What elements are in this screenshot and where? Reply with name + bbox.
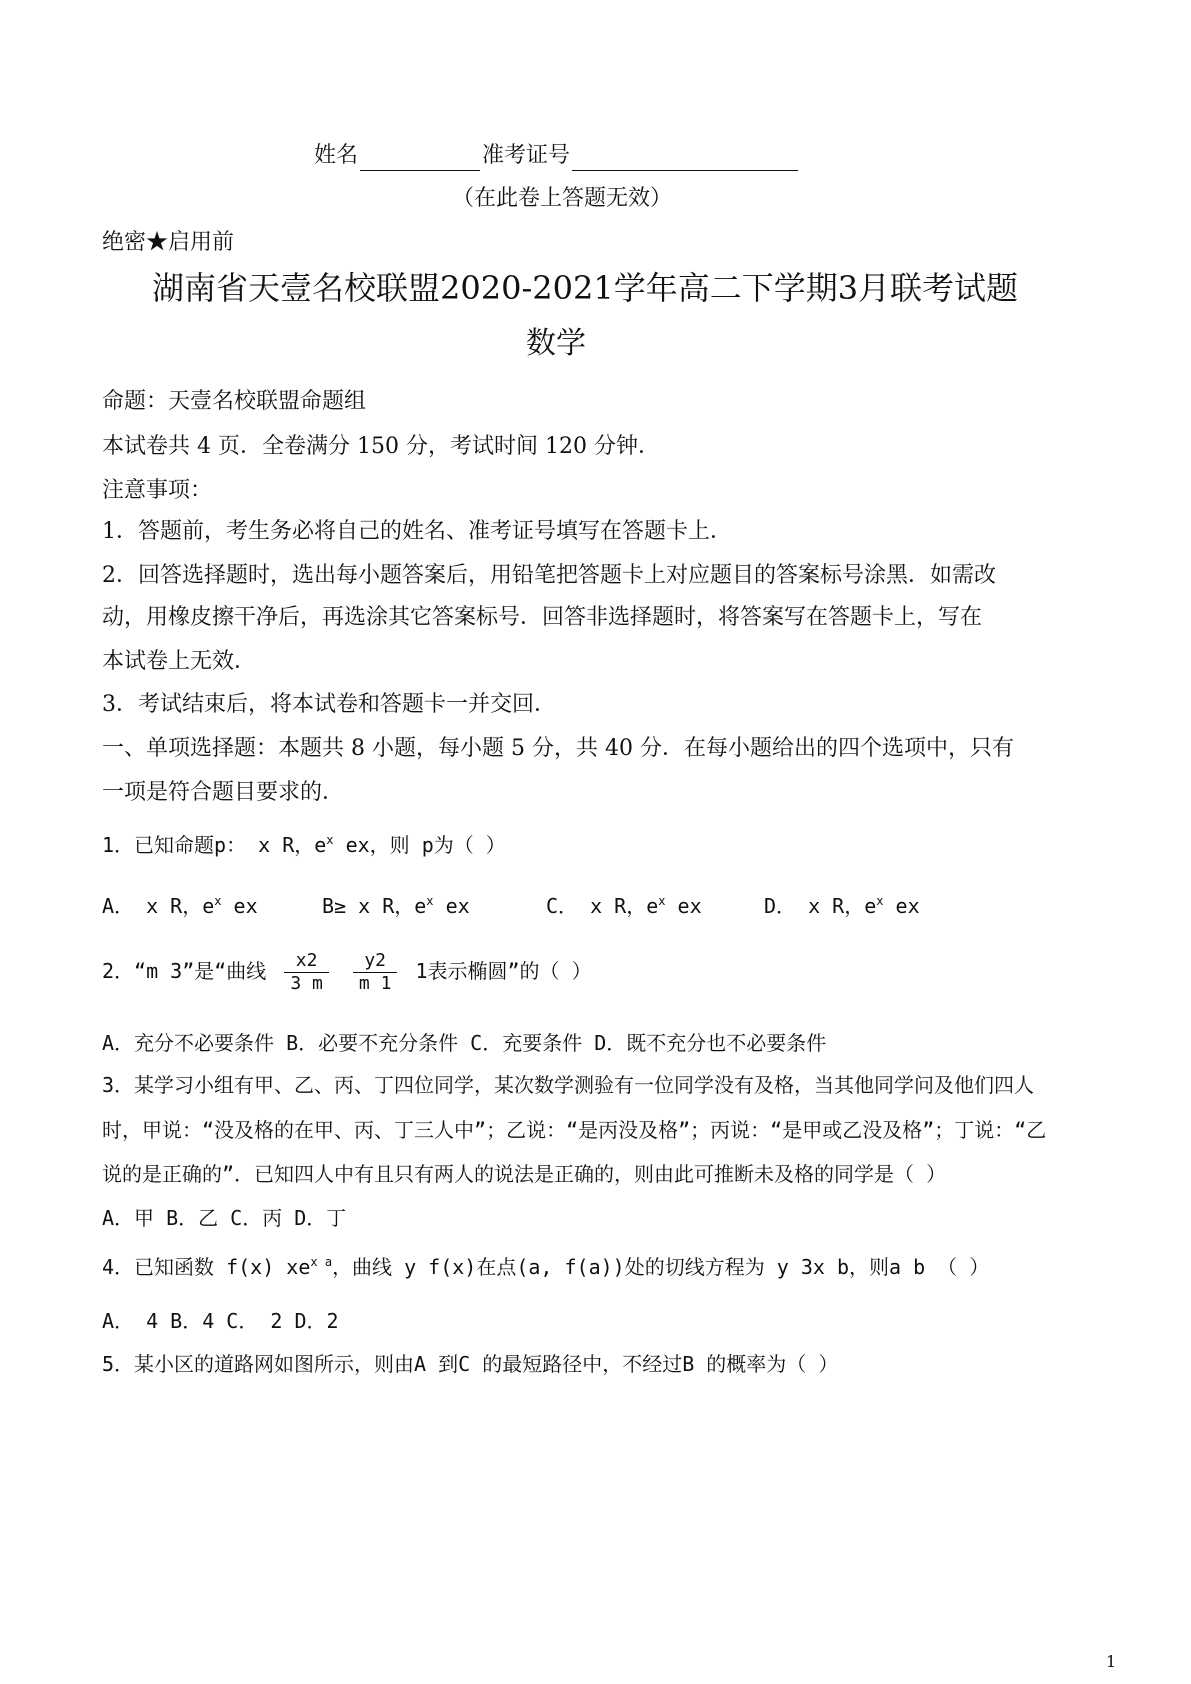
section1-line-1: 一、单项选择题：本题共 8 小题，每小题 5 分，共 40 分．在每小题给出的四个选项中，只有 [102, 736, 1014, 761]
question-3-line-3: 说的是正确的”．已知四人中有且只有两人的说法是正确的，则由此可推断未及格的同学是（ ） [102, 1162, 947, 1186]
question-1-option-b: B≥ x R，$e^x$ ex [322, 894, 470, 918]
question-1-option-a: A． x R，$e^x$ ex [102, 894, 258, 918]
question-1-stem: 1．已知命题p： x R，$e^x$ ex，则 p为（ ） [102, 833, 506, 857]
exam-info-line: 本试卷共 4 页．全卷满分 150 分，考试时间 120 分钟． [102, 434, 660, 459]
question-3-options: A．甲 B．乙 C．丙 D．丁 [102, 1206, 347, 1230]
invalid-note: （在此卷上答题无效） [452, 186, 673, 211]
question-4-stem: 4．已知函数 f(x) $xe^{x a}$，曲线 y f(x)在点(a, f(a))处的切线方程为 y 3x b，则a b （ ） [102, 1255, 990, 1279]
question-4-options: A． 4 B．4 C． 2 D．2 [102, 1309, 339, 1333]
question-1-option-c: C． x R，$e^x$ ex [546, 894, 702, 918]
secret-mark: 绝密★启用前 [102, 230, 235, 255]
note-2-line-3: 本试卷上无效． [102, 649, 257, 674]
note-3: 3．考试结束后，将本试卷和答题卡一并交回． [102, 692, 556, 717]
page-number: 1 [1106, 1652, 1117, 1671]
subject-title: 数学 [526, 326, 586, 361]
question-1-option-d: D． x R，$e^x$ ex [764, 894, 920, 918]
question-3-line-2: 时，甲说：“没及格的在甲、丙、丁三人中”；乙说：“是丙没及格”；丙说：“是甲或乙没及格”；丁说：“乙 [102, 1118, 1047, 1142]
candidate-info-line [314, 141, 800, 171]
author-line: 命题：天壹名校联盟命题组 [102, 389, 367, 414]
name-label: 姓名 [314, 143, 359, 168]
note-2-line-2: 动，用橡皮擦干净后，再选涂其它答案标号．回答非选择题时，将答案写在答题卡上，写在 [102, 605, 983, 630]
section1-line-2: 一项是符合题目要求的． [102, 780, 345, 805]
exam-id-blank [572, 148, 798, 171]
question-5-stem: 5．某小区的道路网如图所示，则由A 到C 的最短路径中，不经过B 的概率为（ ） [102, 1352, 839, 1376]
name-blank [360, 148, 480, 171]
question-2-options: A．充分不必要条件 B．必要不充分条件 C．充要条件 D．既不充分也不必要条件 [102, 1031, 827, 1055]
question-2-stem: 2．“m 3”是“曲线 $\frac{x2}{3 m}$ $\frac{y2}{m 1}$ 1表示椭圆”的（ ） [102, 950, 592, 994]
exam-id-label: 准考证号 [482, 143, 571, 168]
note-1: 1．答题前，考生务必将自己的姓名、准考证号填写在答题卡上． [102, 519, 732, 544]
note-2-line-1: 2．回答选择题时，选出每小题答案后，用铅笔把答题卡上对应题目的答案标号涂黑．如需改 [102, 563, 997, 588]
exam-title: 湖南省天壹名校联盟2020-2021学年高二下学期3月联考试题 [152, 269, 1019, 307]
notes-title: 注意事项： [102, 478, 213, 503]
question-3-line-1: 3．某学习小组有甲、乙、丙、丁四位同学，某次数学测验有一位同学没有及格，当其他同学问及他们四人 [102, 1073, 1035, 1097]
fraction-x2: $\frac{x2}{3 m}$ [284, 950, 329, 995]
fraction-y2: $\frac{y2}{m 1}$ [353, 950, 398, 995]
